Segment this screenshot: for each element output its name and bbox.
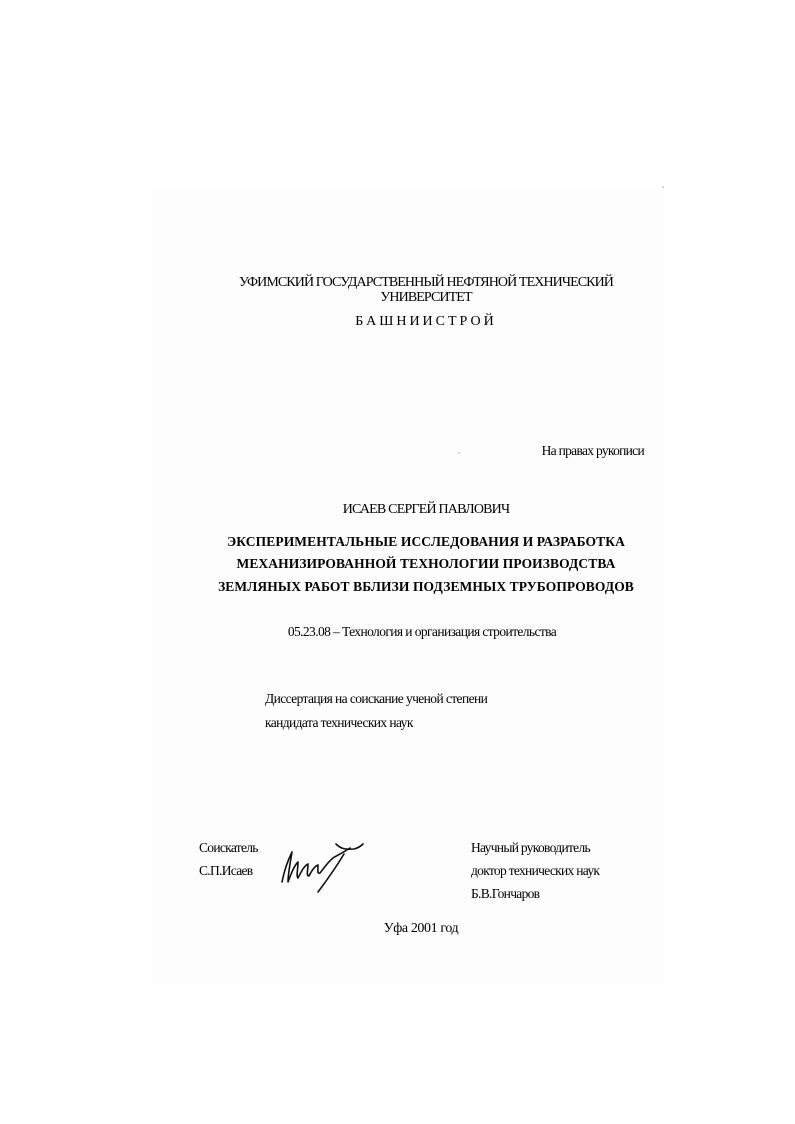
university-name-line2: УНИВЕРСИТЕТ bbox=[380, 290, 472, 305]
thesis-title-line3: ЗЕМЛЯНЫХ РАБОТ ВБЛИЗИ ПОДЗЕМНЫХ ТРУБОПРОВОДОВ bbox=[218, 579, 634, 594]
supervisor-name: Б.В.Гончаров bbox=[471, 886, 540, 901]
specialty-code: 05.23.08 – Технология и организация строительства bbox=[287, 624, 557, 639]
author-name: ИСАЕВ СЕРГЕЙ ПАВЛОВИЧ bbox=[342, 502, 510, 517]
place-and-year: Уфа 2001 год bbox=[383, 921, 459, 936]
applicant-role: Соискатель bbox=[199, 840, 258, 855]
supervisor-role: Научный руководитель bbox=[471, 840, 590, 855]
dissertation-note-line2: кандидата технических наук bbox=[265, 715, 413, 730]
university-name-line1: УФИМСКИЙ ГОСУДАРСТВЕННЫЙ НЕФТЯНОЙ ТЕХНИЧЕСКИЙ bbox=[238, 275, 614, 290]
handwritten-signature bbox=[278, 836, 368, 896]
institute-name: БАШНИИСТРОЙ bbox=[355, 314, 497, 329]
dissertation-note-line1: Диссертация на соискание ученой степени bbox=[265, 691, 488, 706]
applicant-name: С.П.Исаев bbox=[199, 863, 253, 878]
supervisor-degree: доктор технических наук bbox=[471, 863, 600, 878]
thesis-title-line2: МЕХАНИЗИРОВАННОЙ ТЕХНОЛОГИИ ПРОИЗВОДСТВА bbox=[236, 556, 616, 571]
manuscript-note: На правах рукописи bbox=[541, 443, 644, 458]
thesis-title-line1: ЭКСПЕРИМЕНТАЛЬНЫЕ ИССЛЕДОВАНИЯ И РАЗРАБОТКА bbox=[227, 534, 625, 549]
scan-speck bbox=[458, 452, 460, 454]
scan-speck bbox=[662, 186, 664, 188]
